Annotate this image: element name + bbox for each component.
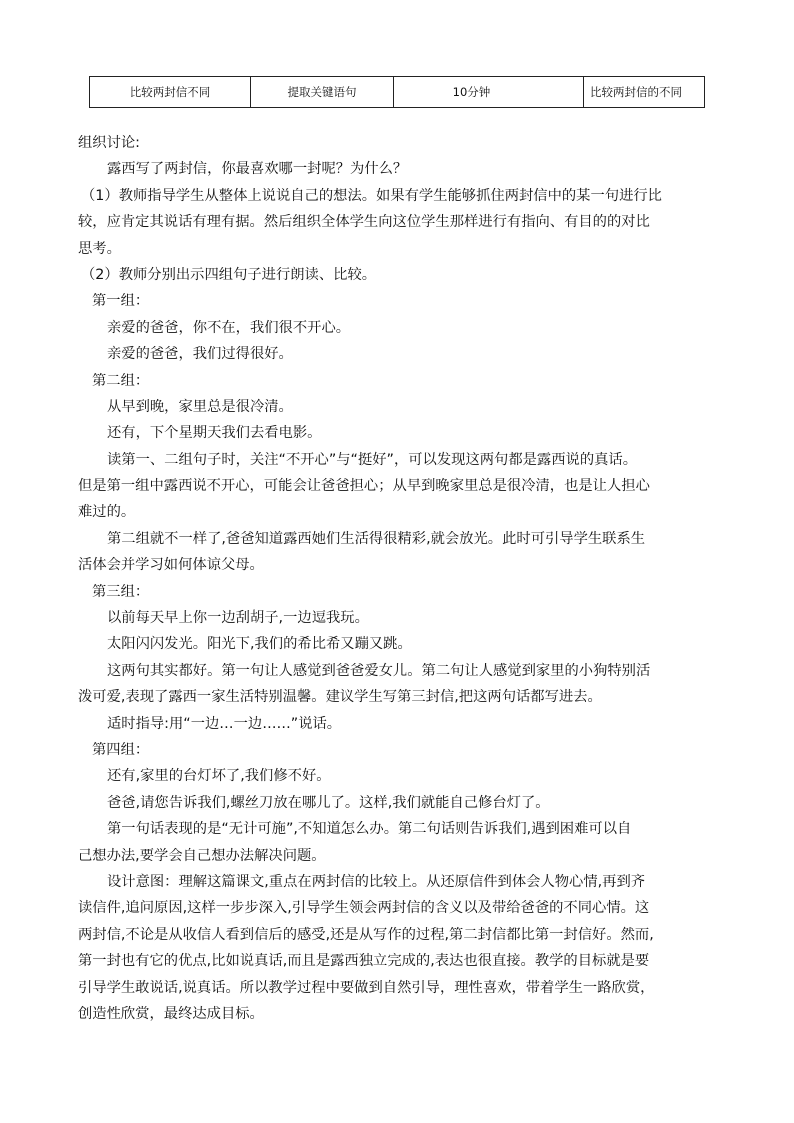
table-row bbox=[90, 77, 705, 108]
paragraph-line: 太阳闪闪发光。阳光下,我们的希比希又蹦又跳。 bbox=[107, 636, 412, 653]
section-heading: 组织讨论: bbox=[78, 135, 141, 151]
paragraph-line: 思考。 bbox=[78, 240, 121, 257]
paragraph-line: 两封信,不论是从收信人看到信后的感受,还是从写作的过程,第二封信都比第一封信好。然而, bbox=[78, 926, 654, 943]
table-cell-activity: 比较两封信不同 bbox=[90, 77, 251, 108]
group-heading: 第三组： bbox=[92, 583, 150, 600]
paragraph-line: 第一封也有它的优点,比如说真话,而且是露西独立完成的,表达也很直接。教学的目标就是要 bbox=[78, 953, 650, 970]
table-cell-method: 提取关键语句 bbox=[251, 77, 394, 108]
paragraph-line: 难过的。 bbox=[78, 504, 136, 521]
paragraph-line: 设计意图：理解这篇课文,重点在两封信的比较上。从还原信件到体会人物心情,再到齐 bbox=[107, 873, 646, 890]
paragraph-line: 但是第一组中露西说不开心，可能会让爸爸担心；从早到晚家里总是很冷清，也是让人担心 bbox=[78, 478, 650, 495]
paragraph-line: 第一句话表现的是“无计可施”,不知道怎么办。第二句话则告诉我们,遇到困难可以自 bbox=[107, 821, 632, 838]
paragraph-line: 创造性欣赏，最终达成目标。 bbox=[78, 1005, 264, 1022]
paragraph-line: 露西写了两封信，你最喜欢哪一封呢？为什么？ bbox=[107, 161, 408, 178]
table-cell-duration: 10分钟 bbox=[394, 77, 584, 108]
paragraph-line: 引导学生敢说话,说真话。所以教学过程中要做到自然引导，理性喜欢，带着学生一路欣赏， bbox=[78, 979, 655, 996]
group-heading: 第二组： bbox=[92, 372, 150, 389]
paragraph-line: 适时指导:用“一边…一边……”说话。 bbox=[107, 715, 342, 732]
paragraph-line: 还有,家里的台灯坏了,我们修不好。 bbox=[107, 768, 331, 785]
paragraph-line: 还有，下个星期天我们去看电影。 bbox=[107, 425, 322, 442]
paragraph-line: 这两句其实都好。第一句让人感觉到爸爸爱女儿。第二句让人感觉到家里的小狗特别活 bbox=[107, 662, 651, 679]
table-cell-goal: 比较两封信的不同 bbox=[584, 77, 705, 108]
paragraph-line: 活体会并学习如何体谅父母。 bbox=[78, 557, 264, 574]
paragraph-line: 以前每天早上你一边刮胡子,一边逗我玩。 bbox=[107, 610, 369, 627]
paragraph-line: 从早到晚，家里总是很冷清。 bbox=[107, 398, 293, 415]
group-heading: 第一组： bbox=[92, 293, 150, 310]
paragraph-line: 亲爱的爸爸，我们过得很好。 bbox=[107, 346, 293, 363]
paragraph-line: 较，应肯定其说话有理有据。然后组织全体学生向这位学生那样进行有指向、有目的的对比 bbox=[78, 214, 650, 231]
paragraph-line: 亲爱的爸爸，你不在，我们很不开心。 bbox=[107, 319, 351, 336]
paragraph-line: 己想办法,要学会自己想办法解决问题。 bbox=[78, 847, 326, 864]
paragraph-line: （1）教师指导学生从整体上说说自己的想法。如果有学生能够抓住两封信中的某一句进行比 bbox=[81, 187, 662, 204]
lesson-plan-table bbox=[89, 76, 705, 108]
paragraph-line: 读第一、二组句子时，关注“不开心”与“挺好”，可以发现这两句都是露西说的真话。 bbox=[107, 451, 638, 468]
group-heading: 第四组： bbox=[92, 741, 150, 758]
paragraph-line: 读信件,追问原因,这样一步步深入,引导学生领会两封信的含义以及带给爸爸的不同心情。这 bbox=[78, 900, 650, 917]
paragraph-line: 泼可爱,表现了露西一家生活特别温馨。建议学生写第三封信,把这两句话都写进去。 bbox=[78, 689, 602, 706]
paragraph-line: （2）教师分别出示四组句子进行朗读、比较。 bbox=[81, 266, 377, 283]
document-body bbox=[78, 130, 728, 1027]
paragraph-line: 爸爸,请您告诉我们,螺丝刀放在哪儿了。这样,我们就能自己修台灯了。 bbox=[107, 794, 550, 811]
paragraph-line: 第二组就不一样了,爸爸知道露西她们生活得很精彩,就会放光。此时可引导学生联系生 bbox=[107, 530, 646, 547]
